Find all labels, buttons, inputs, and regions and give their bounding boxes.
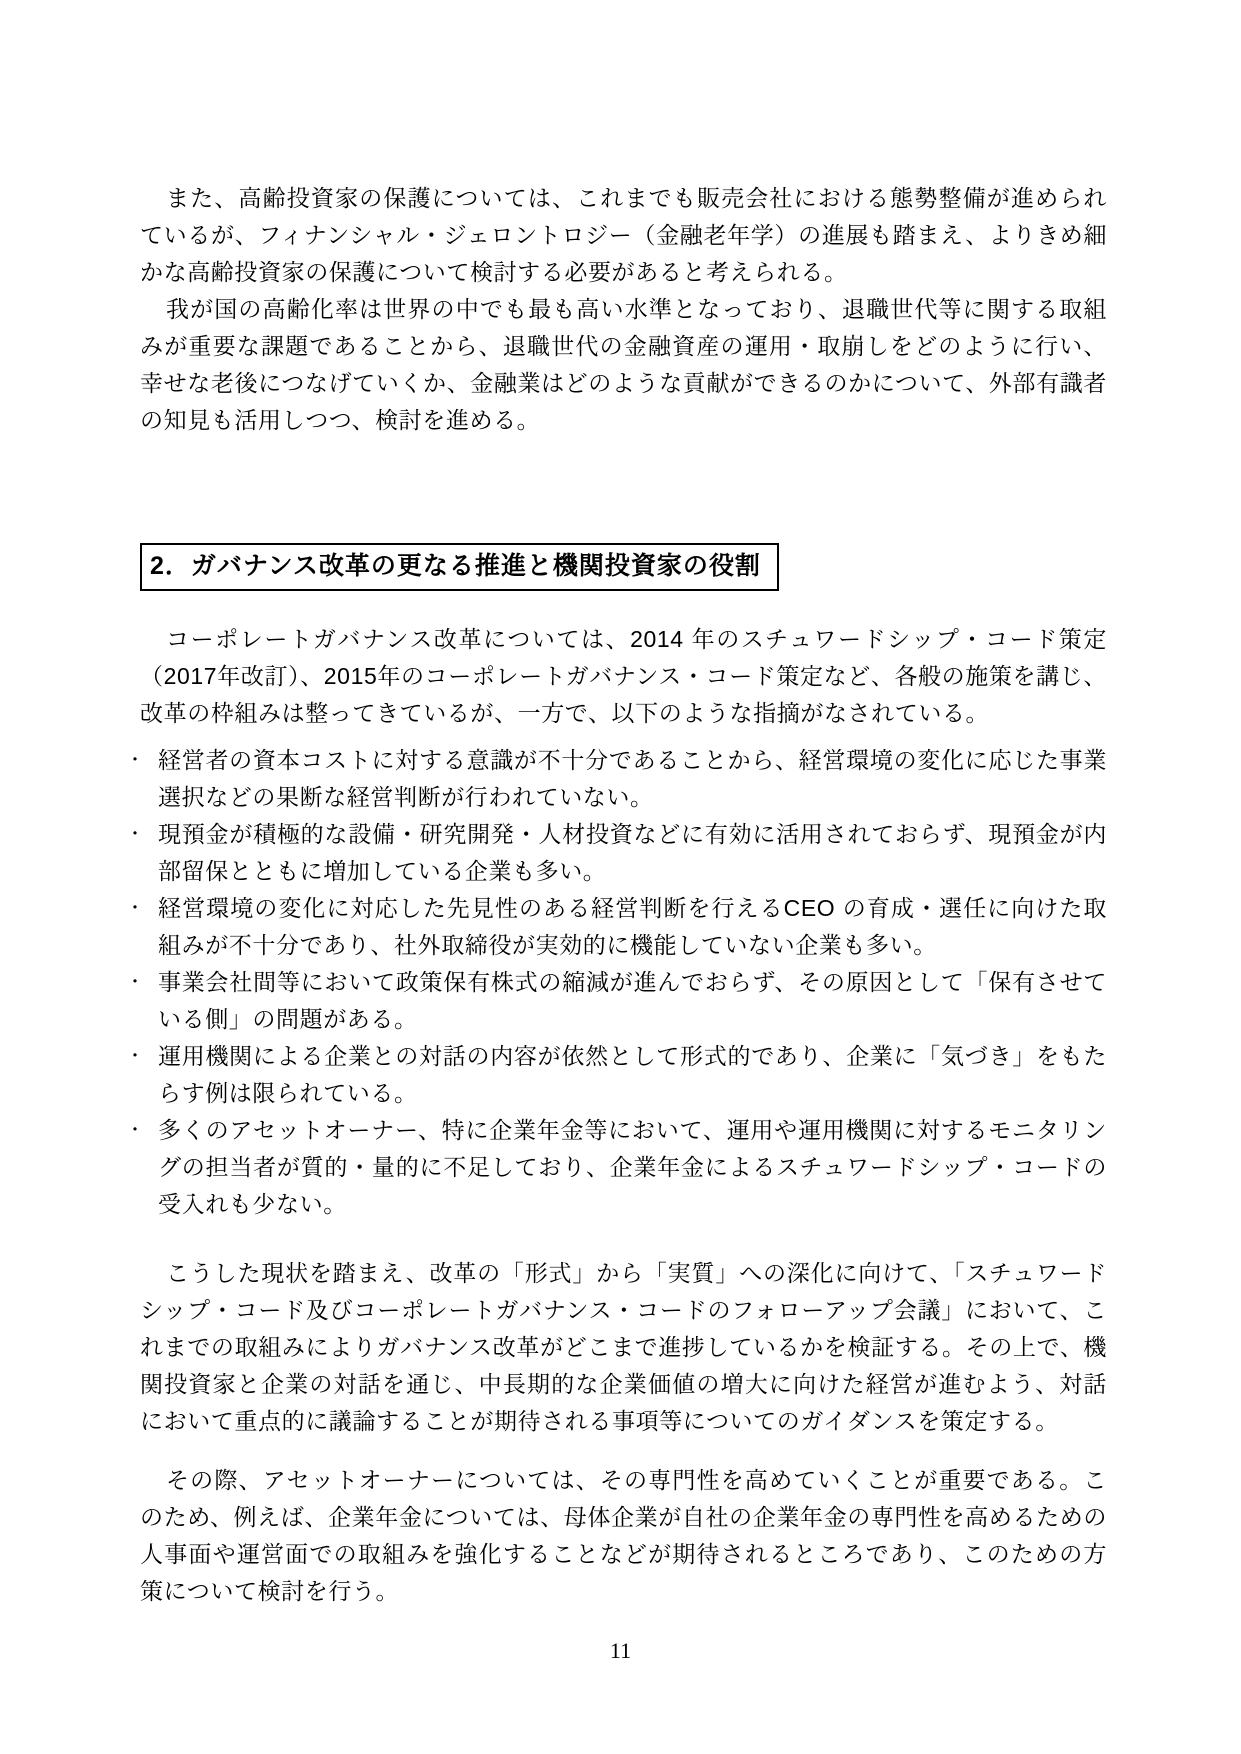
page-number: 11 [609, 1638, 632, 1663]
bullet-list [126, 742, 1107, 1223]
list-item [126, 1038, 1107, 1112]
list-item [126, 742, 1107, 816]
list-item-text: 多くのアセットオーナー、特に企業年金等において、運用や運用機関に対するモニタリングの担当者が質的・量的に不足しており、企業年金によるスチュワードシップ・コードの受入れも少ない。 [158, 1117, 1107, 1217]
list-item [126, 1112, 1107, 1223]
bullet-marker: ・ [126, 1046, 145, 1066]
paragraph-aging-society: 我が国の高齢化率は世界の中でも最も高い水準となっており、退職世代等に関する取組みが重要な課題であることから、退職世代の金融資産の運用・取崩しをどのように行い、幸せな老後につなげていくか、金融業はどのような貢献ができるのかについて、外部有識者の知見も活用しつつ、検討を進める。 [140, 296, 1107, 433]
list-item [126, 890, 1107, 964]
list-item-text: 経営環境の変化に対応した先見性のある経営判断を行えるCEO の育成・選任に向けた取組みが不十分であり、社外取締役が実効的に機能していない企業も多い。 [158, 895, 1107, 958]
paragraph-elderly-investor-protection: また、高齢投資家の保護については、これまでも販売会社における態勢整備が進められているが、フィナンシャル・ジェロントロジー（金融老年学）の進展も踏まえ、よりきめ細かな高齢投資家の保護について検討する必要があると考えられる。 [140, 185, 1107, 285]
bullet-marker: ・ [126, 972, 145, 992]
bullet-marker: ・ [126, 1120, 145, 1140]
paragraph-governance-intro: コーポレートガバナンス改革については、2014 年のスチュワードシップ・コード策定（2017年改訂）、2015年のコーポレートガバナンス・コード策定など、各般の施策を講じ、改革の枠組みは整ってきているが、一方で、以下のような指摘がなされている。 [140, 626, 1107, 726]
list-item-text: 現預金が積極的な設備・研究開発・人材投資などに有効に活用されておらず、現預金が内部留保とともに増加している企業も多い。 [158, 821, 1107, 884]
list-item [126, 964, 1107, 1038]
list-item [126, 816, 1107, 890]
bullet-marker: ・ [126, 750, 145, 770]
list-item-text: 運用機関による企業との対話の内容が依然として形式的であり、企業に「気づき」をもたらす例は限られている。 [158, 1043, 1107, 1106]
section-heading [140, 543, 1107, 591]
list-item-text: 事業会社間等において政策保有株式の縮減が進んでおらず、その原因として「保有させている側」の問題がある。 [158, 969, 1107, 1032]
section-heading-box: 2．ガバナンス改革の更なる推進と機関投資家の役割 [140, 543, 779, 591]
bullet-marker: ・ [126, 898, 145, 918]
paragraph-asset-owner: その際、アセットオーナーについては、その専門性を高めていくことが重要である。このため、例えば、企業年金については、母体企業が自社の企業年金の専門性を高めるための人事面や運営面での取組みを強化することなどが期待されるところであり、このための方策について検討を行う。 [140, 1467, 1107, 1604]
list-item-text: 経営者の資本コストに対する意識が不十分であることから、経営環境の変化に応じた事業選択などの果断な経営判断が行われていない。 [158, 747, 1107, 810]
paragraph-followup-council: こうした現状を踏まえ、改革の「形式」から「実質」への深化に向けて、「スチュワードシップ・コード及びコーポレートガバナンス・コードのフォローアップ会議」において、これまでの取組みによりガバナンス改革がどこまで進捗しているかを検証する。その上で、機関投資家と企業の対話を通じ、中長期的な企業価値の増大に向けた経営が進むよう、対話において重点的に議論することが期待される事項等についてのガイダンスを策定する。 [140, 1260, 1107, 1434]
bullet-marker: ・ [126, 824, 145, 844]
